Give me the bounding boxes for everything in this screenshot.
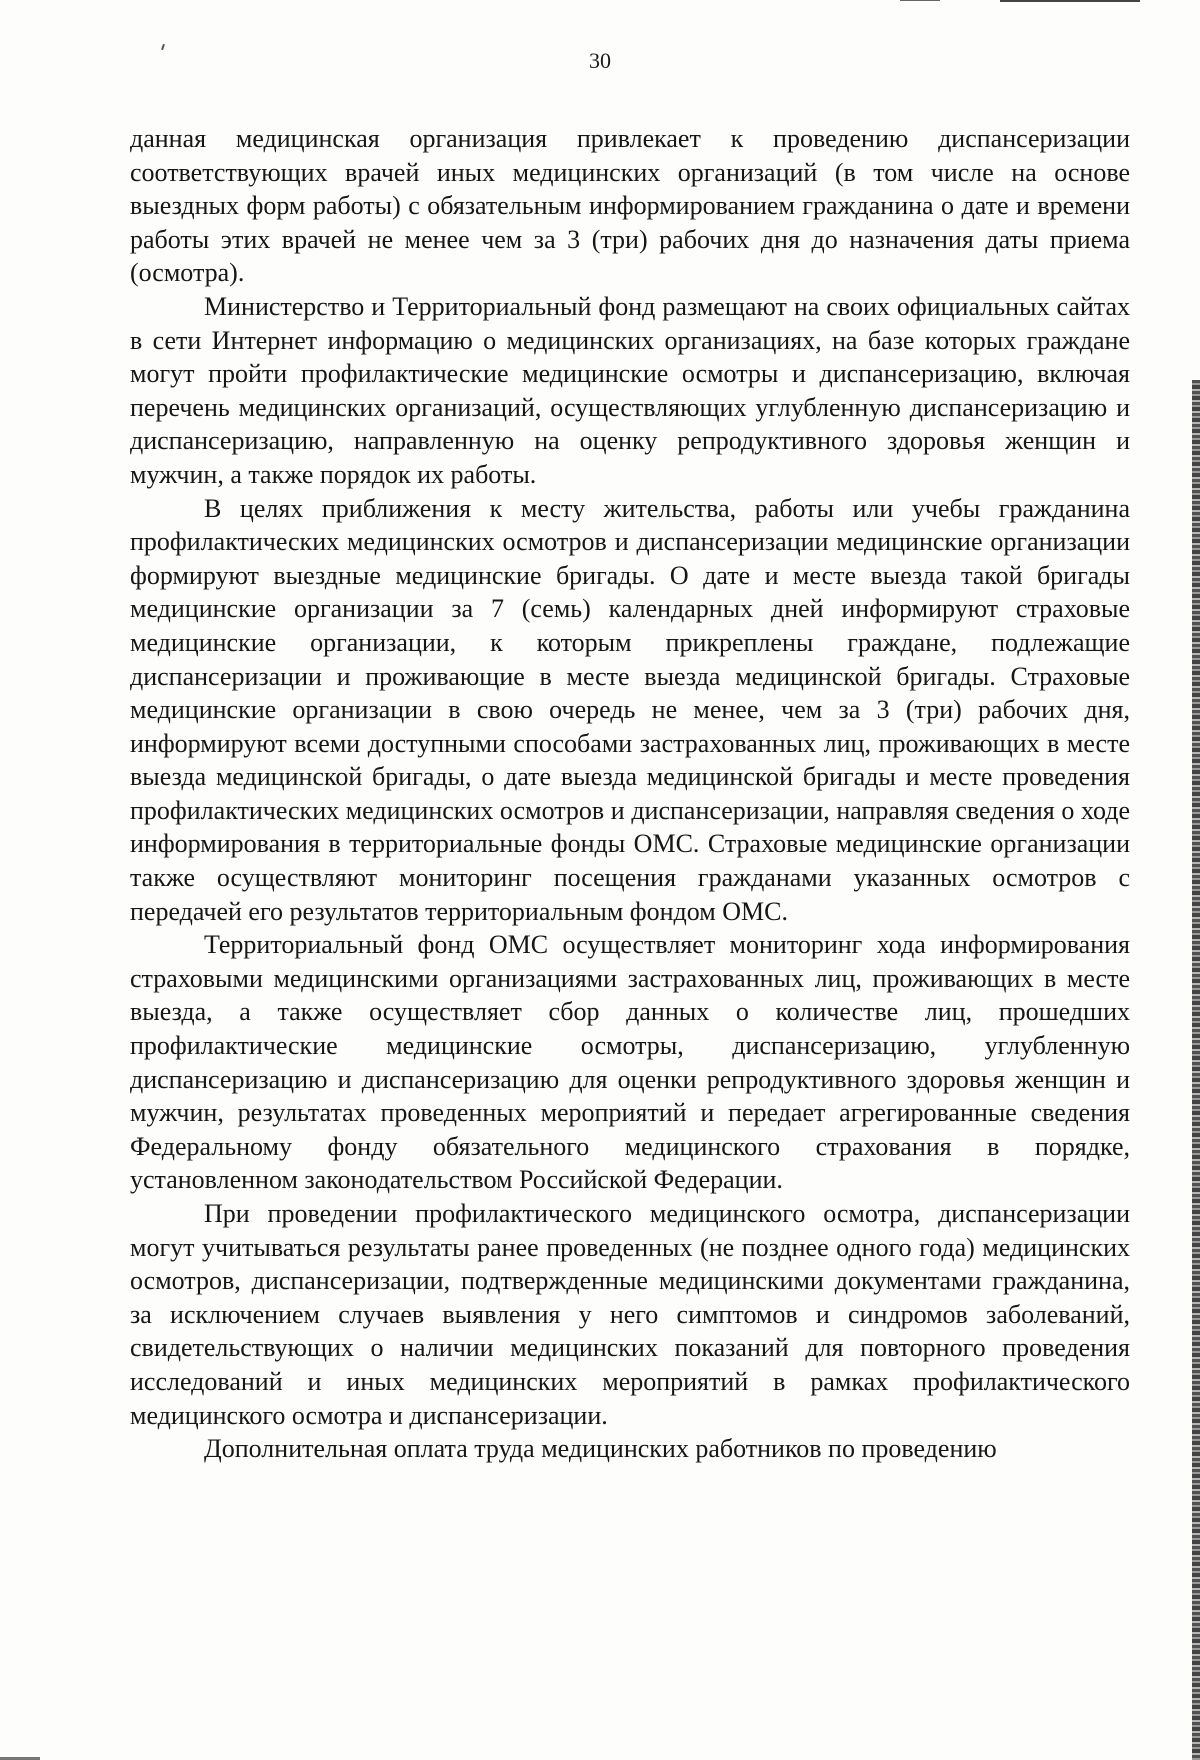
paragraph-mobile-brigades: В целях приближения к месту жительства, работы или учебы гражданина профилактических медицинских осмотров и диспансеризации медицинские организации формируют выездные медицинские бригады. О дате и месте выезда такой бригады медицинские организации за 7 (семь) календарных дней информируют страховые медицинские организации, к которым прикреплены граждане, подлежащие диспансеризации и проживающие в месте выезда медицинской бригады. Страховые медицинские организации в свою очередь не менее, чем за 3 (три) рабочих дня, информируют всеми доступными способами застрахованных лиц, проживающих в месте выезда медицинской бригады, о дате выезда медицинской бригады и месте проведения профилактических медицинских осмотров и диспансеризации, направляя сведения о ходе информирования в территориальные фонды ОМС. Страховые медицинские организации также осуществляют мониторинг посещения гражданами указанных осмотров с передачей его результатов территориальным фондом ОМС. [130, 493, 1130, 926]
scan-artifact-right-edge [1192, 380, 1200, 1760]
document-body [130, 122, 1130, 1466]
paragraph-additional-payment: Дополнительная оплата труда медицинских работников по проведению [204, 1434, 997, 1464]
paragraph-previous-results: При проведении профилактического медицинского осмотра, диспансеризации могут учитываться результаты ранее проведенных (не позднее одного года) медицинских осмотров, диспансеризации, подтвержденные медицинскими документами гражданина, за исключением случаев выявления у него симптомов и синдромов заболеваний, свидетельствующих о наличии медицинских показаний для повторного проведения исследований и иных медицинских мероприятий в рамках профилактического медицинского осмотра и диспансеризации. [130, 1199, 1130, 1430]
paragraph-continuation: данная медицинская организация привлекает к проведению диспансеризации соответствующих врачей иных медицинских организаций (в том числе на основе выездных форм работы) с обязательным информированием гражданина о дате и времени работы этих врачей не менее чем за 3 (три) рабочих дня до назначения даты приема (осмотра). [130, 124, 1130, 288]
paragraph-ministry-websites: Министерство и Территориальный фонд размещают на своих официальных сайтах в сети Интернет информацию о медицинских организациях, на базе которых граждане могут пройти профилактические медицинские осмотры и диспансеризацию, включая перечень медицинских организаций, осуществляющих углубленную диспансеризацию и диспансеризацию, направленную на оценку репродуктивного здоровья женщин и мужчин, а также порядок их работы. [130, 291, 1130, 489]
page-number: 30 [589, 48, 611, 73]
scan-artifact-top-line [1000, 0, 1140, 2]
paragraph-territorial-fund-monitoring: Территориальный фонд ОМС осуществляет мониторинг хода информирования страховыми медицинскими организациями застрахованных лиц, проживающих в месте выезда, а также осуществляет сбор данных о количестве лиц, прошедших профилактические медицинские осмотры, диспансеризацию, углубленную диспансеризацию и диспансеризацию для оценки репродуктивного здоровья женщин и мужчин, результатах проведенных мероприятий и передает агрегированные сведения Федеральному фонду обязательного медицинского страхования в порядке, установленном законодательством Российской Федерации. [130, 930, 1130, 1195]
scan-artifact-top-line-short [900, 0, 940, 1]
